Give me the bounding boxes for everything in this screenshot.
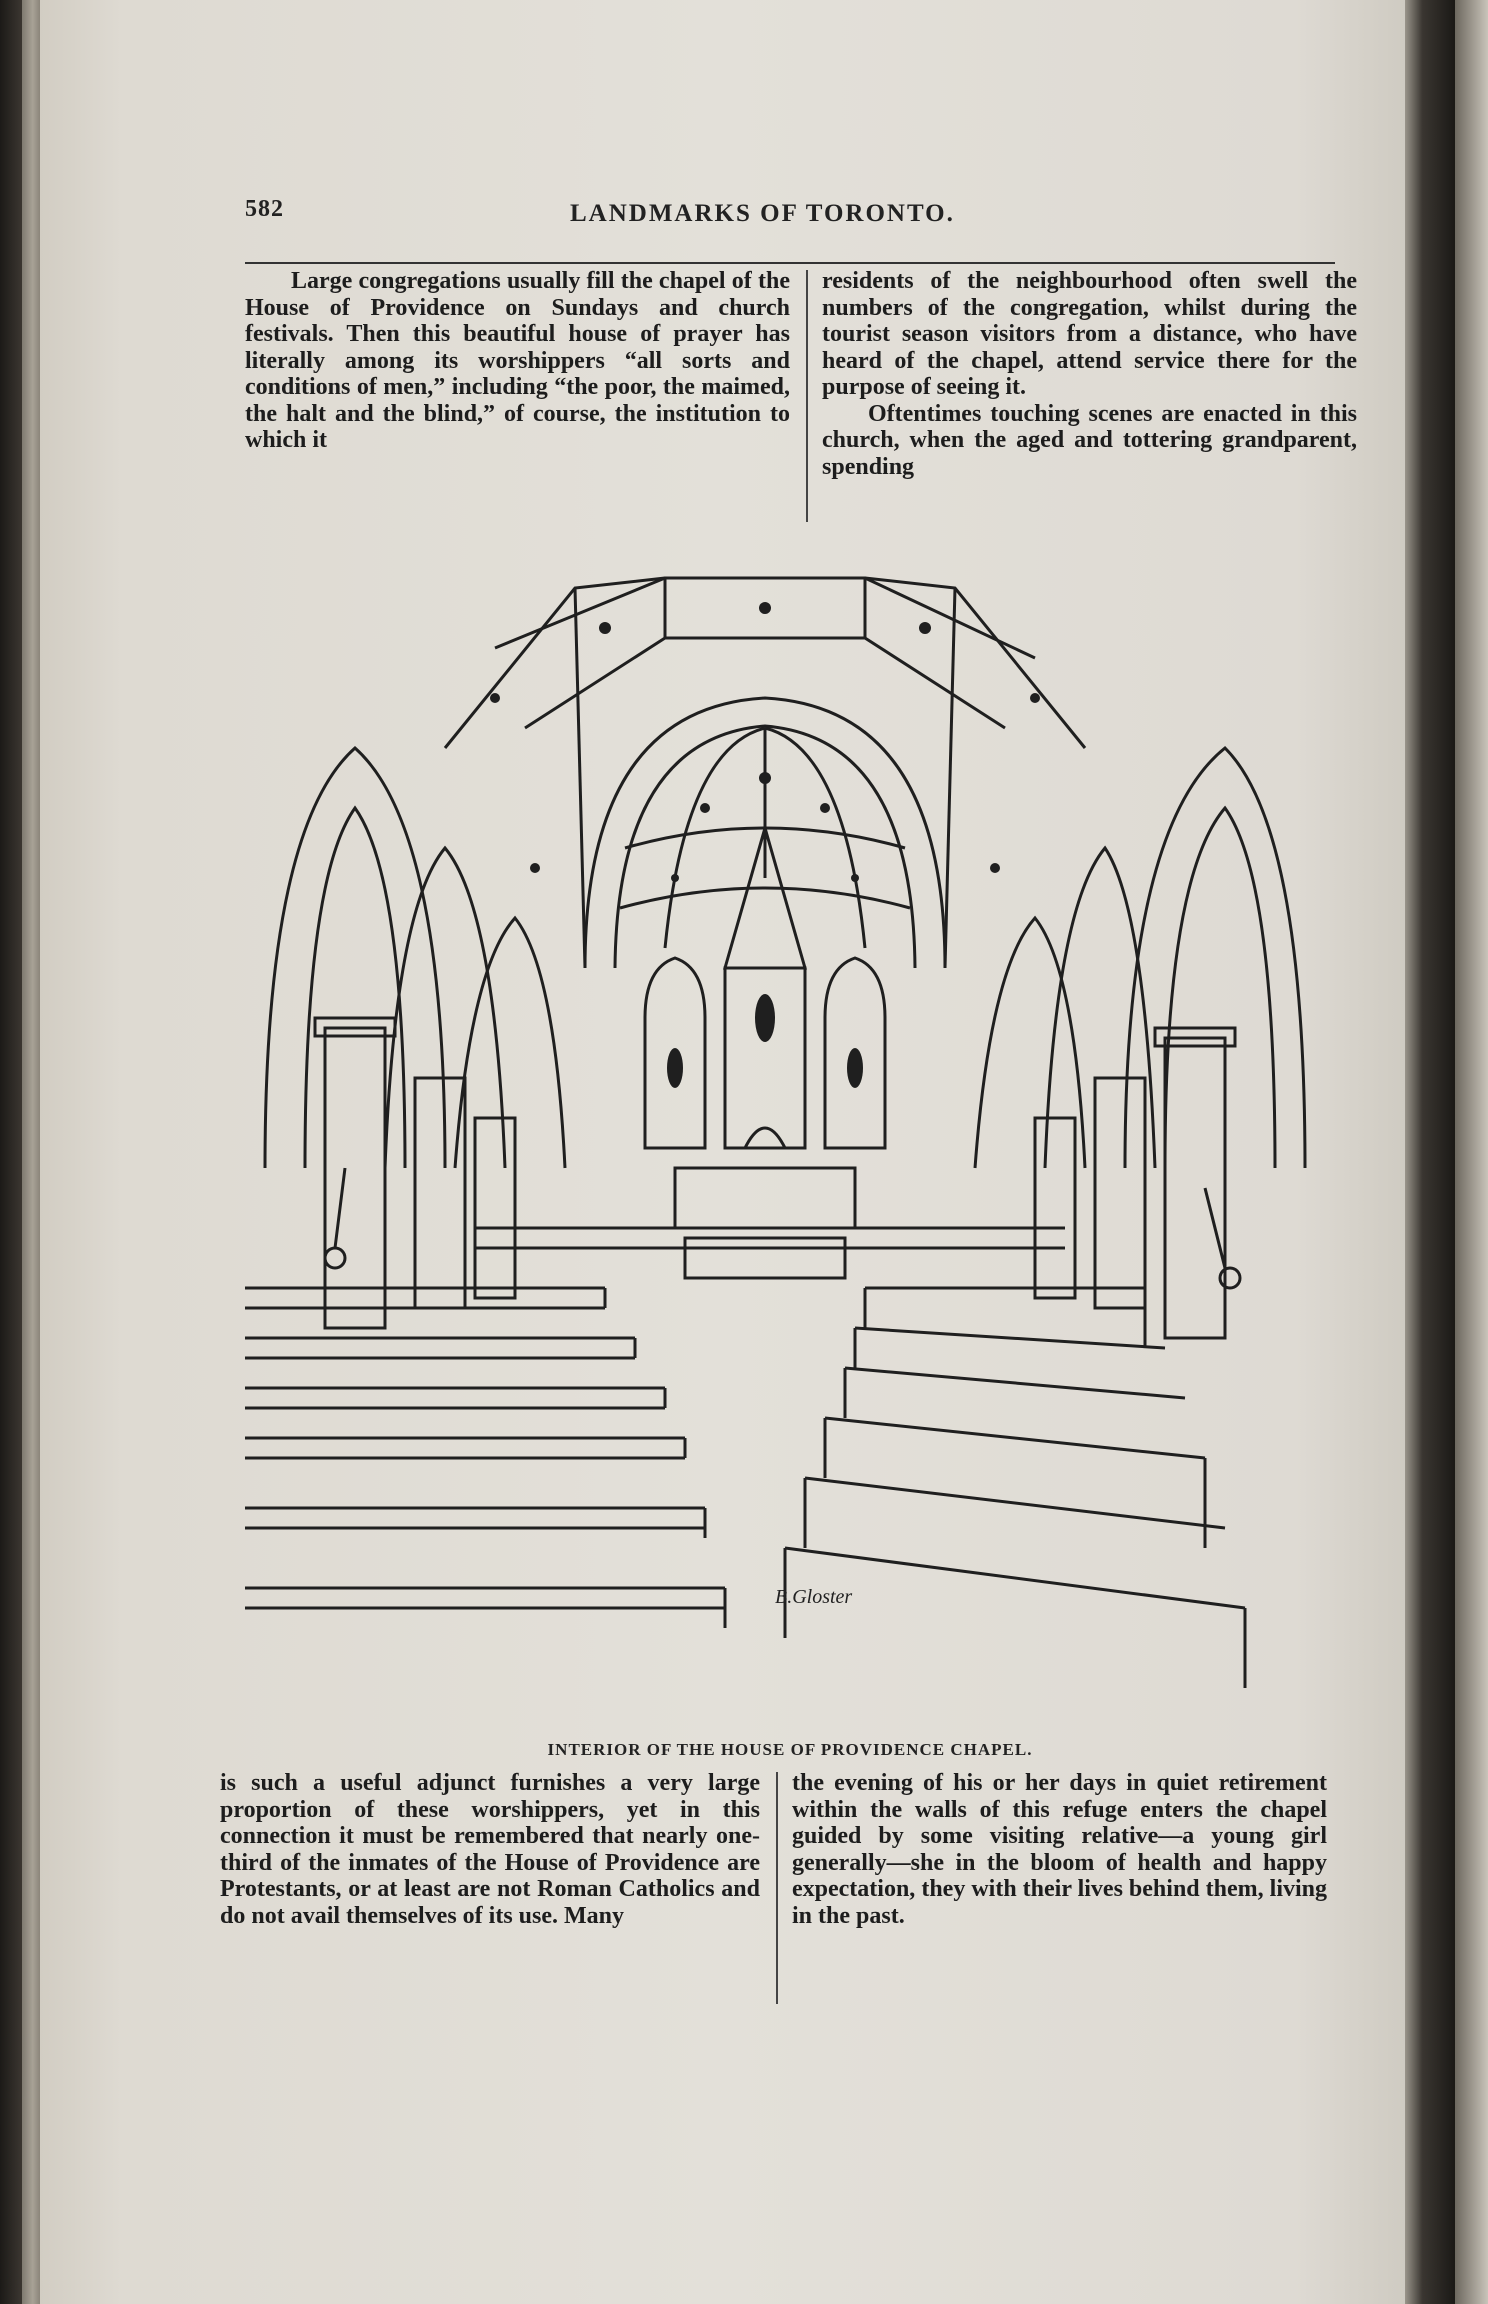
illustration-signature: B.Gloster bbox=[775, 1586, 853, 1608]
chapel-interior-illustration bbox=[245, 548, 1335, 1738]
book-gutter bbox=[1405, 0, 1455, 2304]
paragraph: the evening of his or her days in quiet retirement within the walls of this refuge enters the chapel guided by some visiting relative—a young girl generally—she in the bloom of health and happy expectation, they with their lives behind them, living in the past. bbox=[792, 1770, 1327, 1929]
top-left-column bbox=[245, 268, 790, 536]
paragraph: Large congregations usually fill the chapel of the House of Providence on Sundays and church festivals. Then this beautiful house of prayer has literally among its worshippers “all sorts and conditions of men,” including “the poor, the maimed, the halt and the blind,” of course, the institution to which it bbox=[245, 268, 790, 453]
running-head: LANDMARKS OF TORONTO. bbox=[570, 200, 955, 227]
paragraph: residents of the neighbourhood often swell the numbers of the congregation, whilst during the tourist season visitors from a distance, who have heard of the chapel, attend service there for the purpose of seeing it. bbox=[822, 268, 1357, 400]
bottom-right-column bbox=[792, 1770, 1327, 2010]
page-header bbox=[245, 196, 1335, 240]
next-page-edge bbox=[1455, 0, 1488, 2304]
paragraph: is such a useful adjunct furnishes a very large proportion of these worshippers, yet in this connection it must be remembered that nearly one-third of the inmates of the House of Providence are Protestants, or at least are not Roman Catholics and do not avail themselves of its use. Many bbox=[220, 1770, 760, 1929]
paragraph: Oftentimes touching scenes are enacted in this church, when the aged and tottering grandparent, spending bbox=[822, 400, 1357, 480]
chapel-drawing bbox=[245, 548, 1335, 1738]
column-rule bbox=[776, 1772, 778, 2004]
bottom-left-column bbox=[220, 1770, 760, 2010]
illustration-caption: INTERIOR OF THE HOUSE OF PROVIDENCE CHAPEL. bbox=[547, 1740, 1033, 1759]
top-right-column bbox=[822, 268, 1357, 536]
page-number: 582 bbox=[245, 196, 284, 222]
column-rule bbox=[806, 270, 808, 522]
book-spine-shadow bbox=[0, 0, 22, 2304]
header-rule bbox=[245, 262, 1335, 264]
page-edge-left bbox=[22, 0, 40, 2304]
